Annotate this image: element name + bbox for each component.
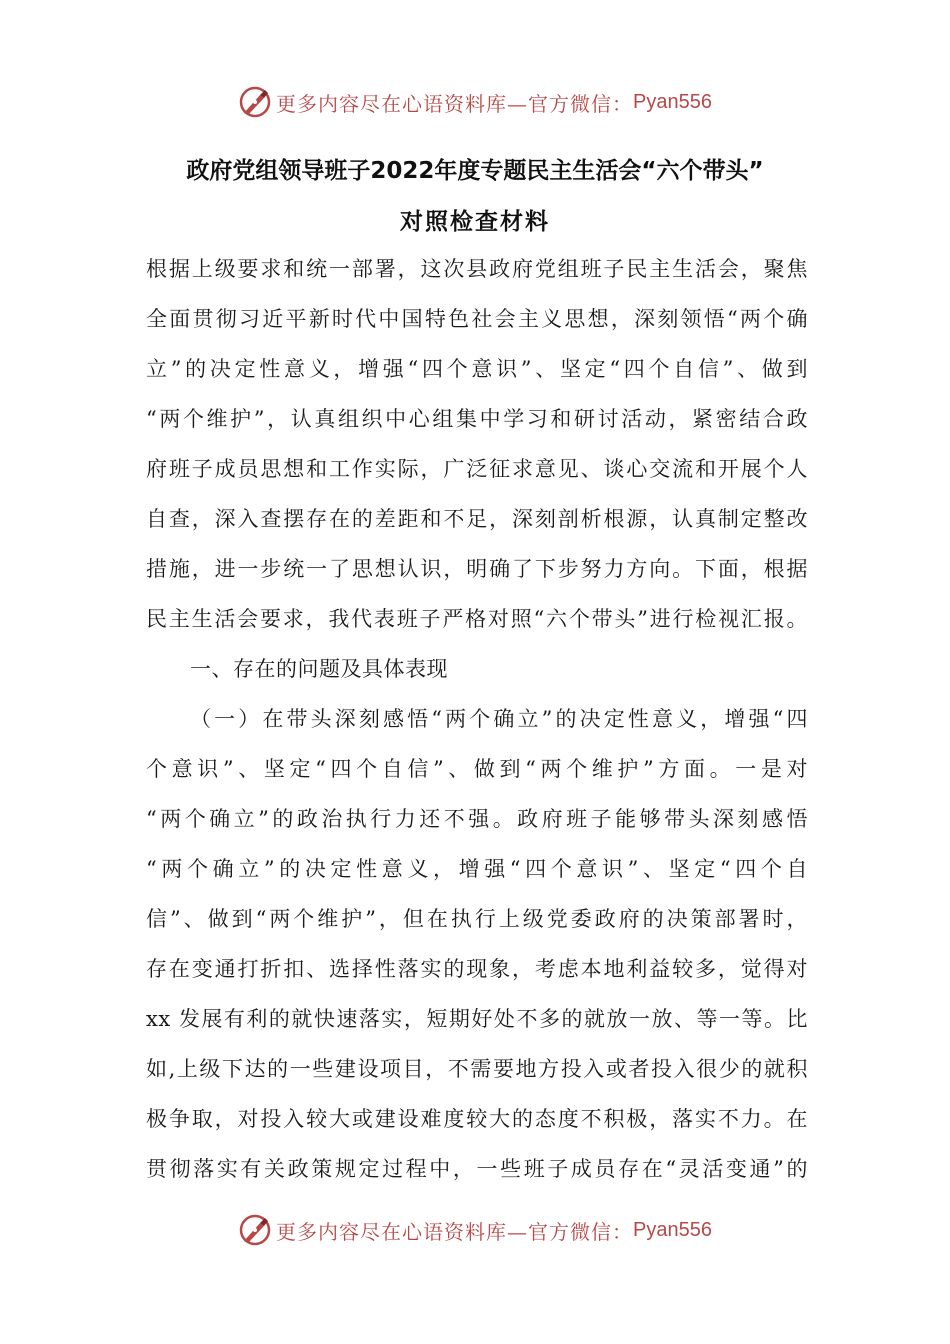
body-line: 民主生活会要求，我代表班子严格对照“六个带头”进行检视汇报。	[146, 607, 808, 631]
body-line: xx 发展有利的就快速落实，短期好处不多的就放一放、等一等。比	[146, 1007, 808, 1031]
body-line: 自查，深入查摆存在的差距和不足，深刻剖析根源，认真制定整改	[146, 507, 808, 531]
body-line: 全面贯彻习近平新时代中国特色社会主义思想，深刻领悟“两个确	[146, 307, 808, 331]
watermark-footer	[0, 1210, 950, 1250]
body-line: 如,上级下达的一些建设项目，不需要地方投入或者投入很少的就积	[146, 1057, 808, 1081]
watermark-header	[0, 82, 950, 122]
body-line: 存在变通打折扣、选择性落实的现象，考虑本地利益较多，觉得对	[146, 957, 808, 981]
body-line: 措施，进一步统一了思想认识，明确了下步努力方向。下面，根据	[146, 557, 808, 581]
document-title-line-1: 政府党组领导班子2022年度专题民主生活会“六个带头”	[186, 158, 764, 184]
watermark-text: 更多内容尽在心语资料库—官方微信：	[276, 91, 634, 116]
document-body	[146, 244, 808, 1194]
body-line: 立”的决定性意义，增强“四个意识”、坚定“四个自信”、做到	[146, 357, 808, 381]
body-line: 根据上级要求和统一部署，这次县政府党组班子民主生活会，聚焦	[146, 257, 808, 281]
body-line: 信”、做到“两个维护”，但在执行上级党委政府的决策部署时，	[146, 907, 808, 931]
watermark-wechat-id: Pyan556	[633, 90, 712, 113]
body-line: 府班子成员思想和工作实际，广泛征求意见、谈心交流和开展个人	[146, 457, 808, 481]
pen-nib-logo-icon	[238, 1213, 272, 1247]
body-line: 个意识”、坚定“四个自信”、做到“两个维护”方面。一是对	[146, 757, 808, 781]
body-line: “两个确立”的政治执行力还不强。政府班子能够带头深刻感悟	[146, 807, 808, 831]
watermark-text: 更多内容尽在心语资料库—官方微信：	[276, 1219, 634, 1244]
body-line: “两个维护”，认真组织中心组集中学习和研讨活动，紧密结合政	[146, 407, 808, 431]
body-line: “两个确立”的决定性意义，增强“四个意识”、坚定“四个自	[146, 857, 808, 881]
body-line: 贯彻落实有关政策规定过程中，一些班子成员存在“灵活变通”的	[146, 1157, 808, 1181]
section-heading: 一、存在的问题及具体表现	[190, 657, 448, 681]
subsection-heading-line: （一）在带头深刻感悟“两个确立”的决定性意义，增强“四	[190, 707, 808, 731]
pen-nib-logo-icon	[238, 85, 272, 119]
body-line: 极争取，对投入较大或建设难度较大的态度不积极，落实不力。在	[146, 1107, 808, 1131]
watermark-wechat-id: Pyan556	[633, 1218, 712, 1241]
document-title-line-2: 对照检查材料	[400, 209, 550, 235]
